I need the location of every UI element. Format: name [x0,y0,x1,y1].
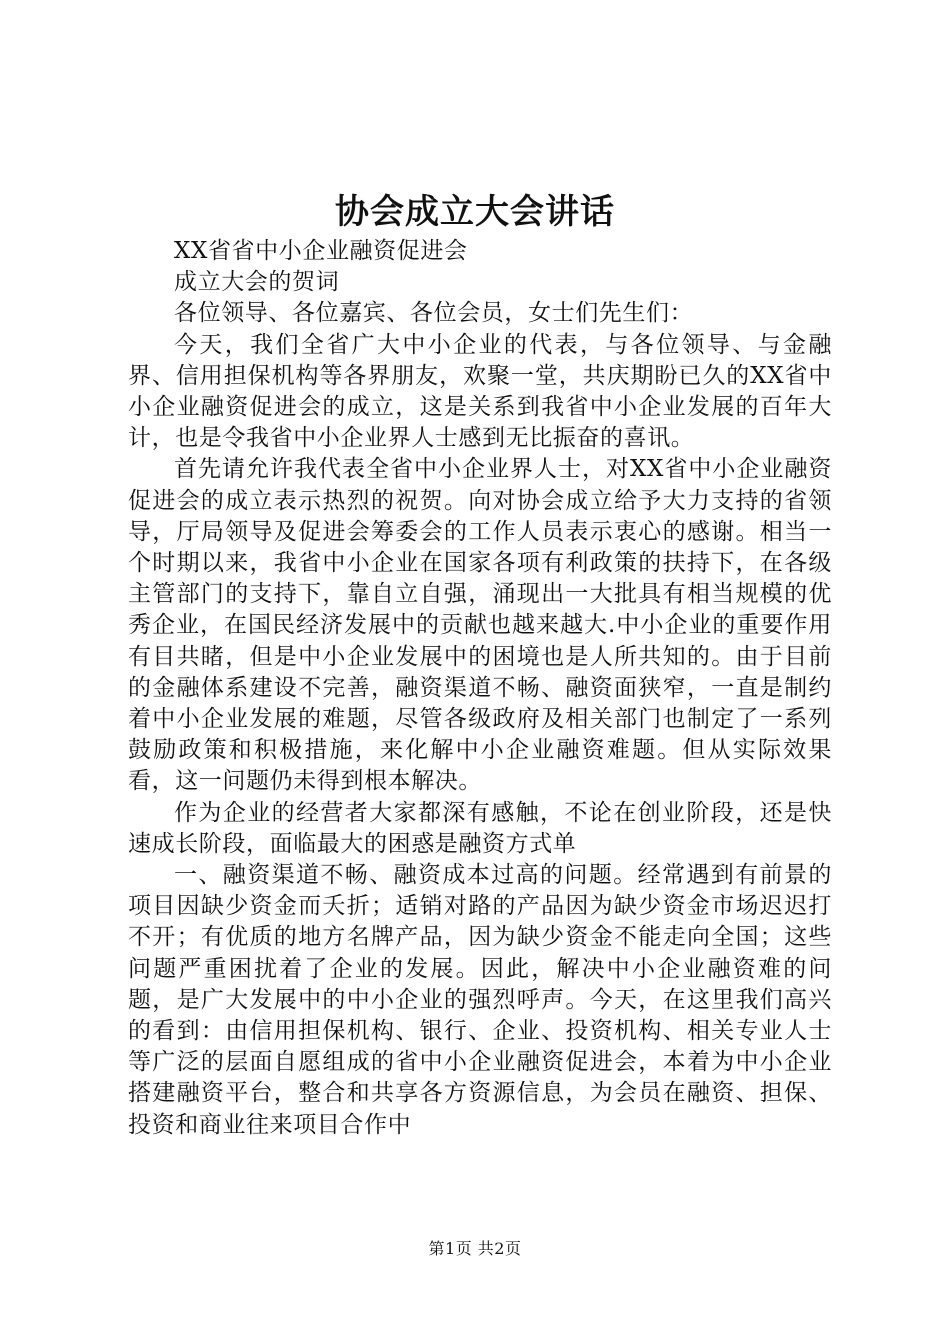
paragraph-body: 作为企业的经营者大家都深有感触，不论在创业阶段，还是快速成长阶段，面临最大的困惑是融资方式单 [128,799,832,857]
paragraph-body: 首先请允许我代表全省中小企业界人士，对XX省中小企业融资促进会的成立表示热烈的祝贺。向对协会成立给予大力支持的省领导，厅局领导及促进会筹委会的工作人员表示衷心的感谢。相当一个时期以来，我省中小企业在国家各项有利政策的扶持下，在各级主管部门的支持下，靠自立自强，涌现出一大批具有相当规模的优秀企业，在国民经济发展中的贡献也越来越大.中小企业的重要作用有目共睹，但是中小企业发展中的困境也是人所共知的。由于目前的金融体系建设不完善，融资渠道不畅、融资面狭窄，一直是制约着中小企业发展的难题，尽管各级政府及相关部门也制定了一系列鼓励政策和积极措施，来化解中小企业融资难题。但从实际效果看，这一问题仍未得到根本解决。 [128,456,832,795]
document-title: 协会成立大会讲话 [335,192,615,232]
paragraph-body: 今天，我们全省广大中小企业的代表，与各位领导、与金融界、信用担保机构等各界朋友，欢聚一堂，共庆期盼已久的XX省中小企业融资促进会的成立，这是关系到我省中小企业发展的百年大计，也是令我省中小企业界人士感到无比振奋的喜讯。 [128,331,832,452]
paragraph-subtitle: 成立大会的贺词 [174,269,340,296]
document-body [128,236,832,1141]
paragraph-body: 一、融资渠道不畅、融资成本过高的问题。经常遇到有前景的项目因缺少资金而夭折；适销对路的产品因为缺少资金市场迟迟打不开；有优质的地方名牌产品，因为缺少资金不能走向全国；这些问题严重困扰着了企业的发展。因此，解决中小企业融资难的问题，是广大发展中的中小企业的强烈呼声。今天，在这里我们高兴的看到：由信用担保机构、银行、企业、投资机构、相关专业人士等广泛的层面自愿组成的省中小企业融资促进会，本着为中小企业搭建融资平台，整合和共享各方资源信息，为会员在融资、担保、投资和商业往来项目合作中 [128,862,832,1138]
page-number-footer: 第1页 共2页 [428,1239,522,1258]
paragraph-salutation: 各位领导、各位嘉宾、各位会员，女士们先生们： [174,300,694,327]
paragraph-org-name: XX省省中小企业融资促进会 [174,238,468,264]
